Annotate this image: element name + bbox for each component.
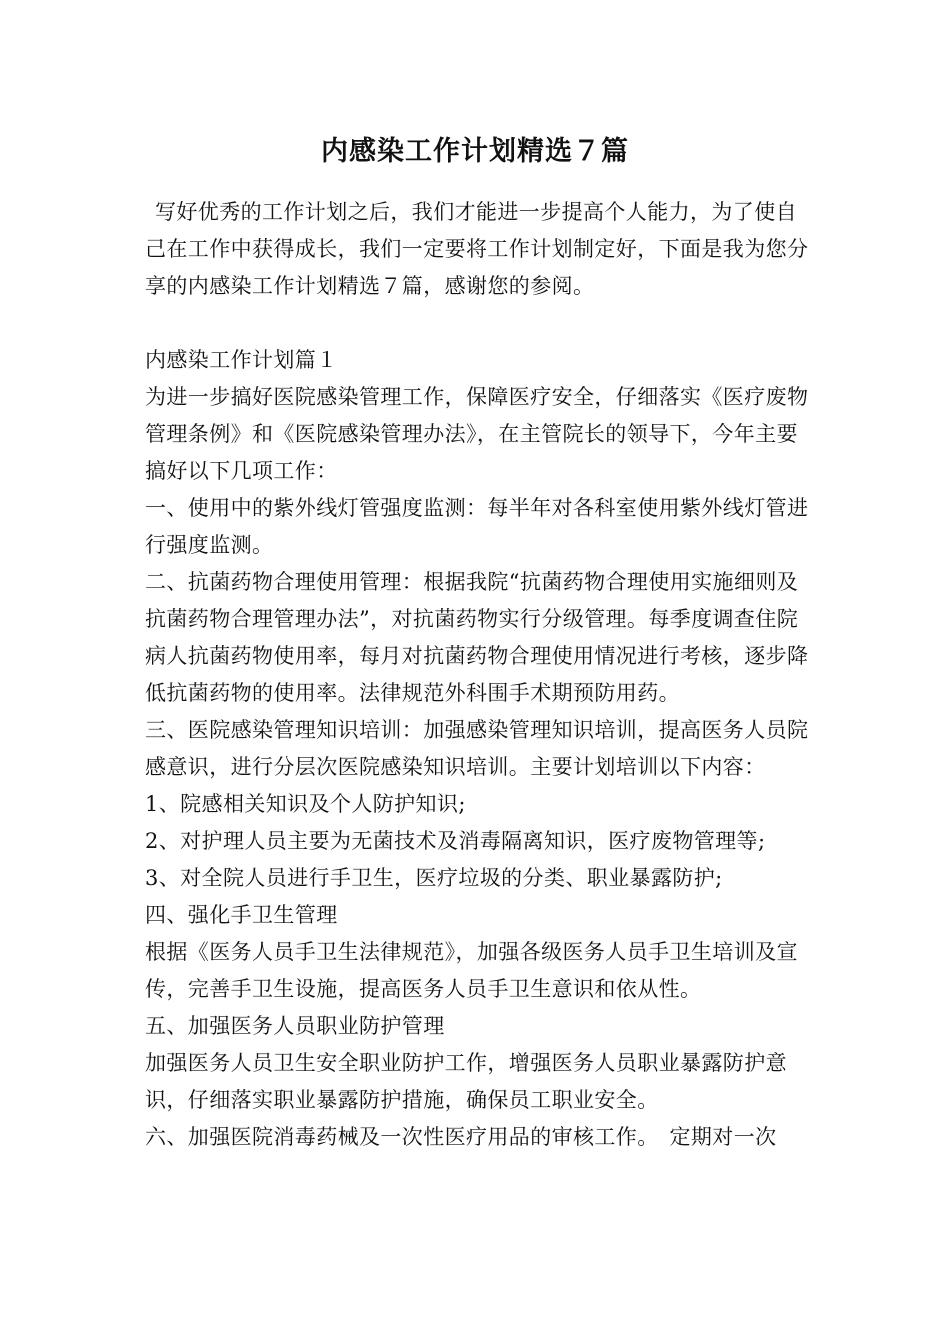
list-item: 3、对全院人员进行手卫生，医疗垃圾的分类、职业暴露防护; xyxy=(145,866,723,890)
list-item: 2、对护理人员主要为无菌技术及消毒隔离知识，医疗废物管理等; xyxy=(145,829,766,853)
body-paragraph: 一、使用中的紫外线灯管强度监测：每半年对各科室使用紫外线灯管进行强度监测。 xyxy=(145,496,809,557)
section-heading: 五、加强医务人员职业防护管理 xyxy=(145,1014,445,1038)
body-paragraph: 六、加强医院消毒药械及一次性医疗用品的审核工作。 定期对一次 xyxy=(145,1125,777,1149)
list-item: 1、院感相关知识及个人防护知识; xyxy=(145,792,466,816)
body-paragraph: 三、医院感染管理知识培训：加强感染管理知识培训，提高医务人员院感意识，进行分层次医院感染知识培训。主要计划培训以下内容： xyxy=(145,718,809,779)
section-heading: 四、强化手卫生管理 xyxy=(145,903,338,927)
intro-text: 写好优秀的工作计划之后，我们才能进一步提高个人能力，为了使自己在工作中获得成长，我们一定要将工作计划制定好，下面是我为您分享的内感染工作计划精选７篇，感谢您的参阅。 xyxy=(145,200,809,298)
body-paragraph: 加强医务人员卫生安全职业防护工作，增强医务人员职业暴露防护意识，仔细落实职业暴露防护措施，确保员工职业安全。 xyxy=(145,1051,787,1112)
intro-paragraph xyxy=(145,194,815,305)
document-title: 内感染工作计划精选７篇 xyxy=(321,136,629,167)
body-paragraph: 二、抗菌药物合理使用管理：根据我院“抗菌药物合理使用实施细则及抗菌药物合理管理办法”，对抗菌药物实行分级管理。每季度调查住院病人抗菌药物使用率，每月对抗菌药物合理使用情况进行考核，逐步降低抗菌药物的使用率。法律规范外科围手术期预防用药。 xyxy=(145,570,809,705)
body-paragraph: 根据《医务人员手卫生法律规范》，加强各级医务人员手卫生培训及宣传，完善手卫生设施，提高医务人员手卫生意识和依从性。 xyxy=(145,940,798,1001)
section-heading: 内感染工作计划篇１ xyxy=(145,348,338,372)
document-body xyxy=(145,342,815,1156)
body-paragraph: 为进一步搞好医院感染管理工作，保障医疗安全，仔细落实《医疗废物管理条例》和《医院感染管理办法》，在主管院长的领导下，今年主要搞好以下几项工作： xyxy=(145,385,809,483)
